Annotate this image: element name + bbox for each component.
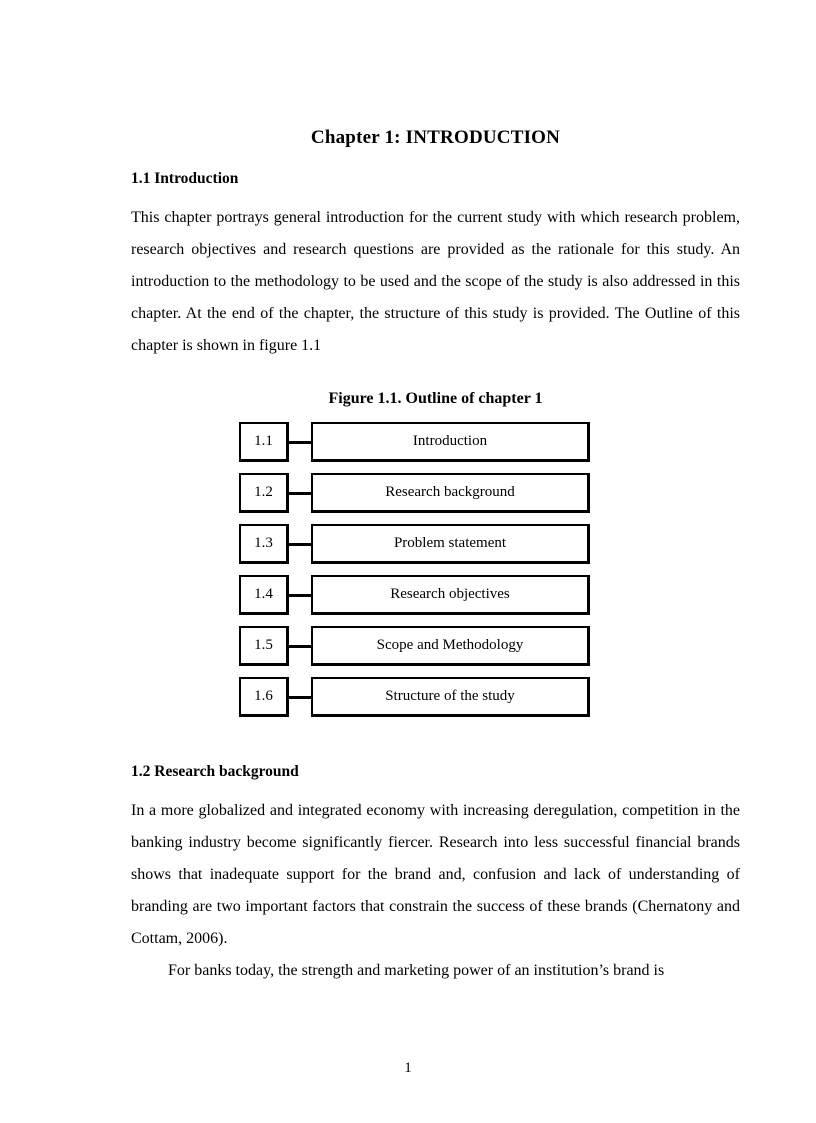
spacer <box>131 728 740 761</box>
figure-number-box: 1.1 <box>239 422 289 462</box>
figure-label-box: Introduction <box>311 422 590 462</box>
figure-label-box: Scope and Methodology <box>311 626 590 666</box>
figure-label-box: Problem statement <box>311 524 590 564</box>
figure-row <box>131 422 740 462</box>
figure-outline-chapter-1 <box>131 422 740 717</box>
figure-connector-line <box>289 441 311 444</box>
spacer <box>131 410 740 422</box>
figure-label-box: Structure of the study <box>311 677 590 717</box>
figure-caption: Figure 1.1. Outline of chapter 1 <box>328 390 543 407</box>
spacer <box>131 150 740 168</box>
spacer <box>131 362 740 388</box>
figure-number-box: 1.5 <box>239 626 289 666</box>
paragraph-1-1: This chapter portrays general introduction for the current study with which research problem, research objectives and research questions are provided as the rationale for this study. An introduction to the methodology to be used and the scope of the study is also addressed in this chapter. At the end of the chapter, the structure of this study is provided. The Outline of this chapter is shown in figure 1.1 <box>131 209 740 354</box>
figure-row <box>131 575 740 615</box>
figure-connector-line <box>289 696 311 699</box>
section-heading-1-1: 1.1 Introduction <box>131 170 239 187</box>
figure-connector-line <box>289 492 311 495</box>
figure-label-box: Research objectives <box>311 575 590 615</box>
chapter-title: Chapter 1: INTRODUCTION <box>310 127 561 148</box>
section-heading-1-2: 1.2 Research background <box>131 763 299 780</box>
figure-connector-line <box>289 543 311 546</box>
figure-number-box: 1.4 <box>239 575 289 615</box>
paragraph-1-2-b: For banks today, the strength and marketing power of an institution’s brand is <box>168 962 665 979</box>
figure-row <box>131 524 740 564</box>
figure-row <box>131 626 740 666</box>
figure-connector-line <box>289 645 311 648</box>
figure-label-box: Research background <box>311 473 590 513</box>
paragraph-1-2-a: In a more globalized and integrated economy with increasing deregulation, competition in the banking industry become significantly fiercer. Research into less successful financial brands shows that inadequate support for the brand and, confusion and lack of understanding of branding are two important factors that constrain the success of these brands (Chernatony and Cottam, 2006). <box>131 802 740 947</box>
page-number: 1 <box>404 1060 412 1076</box>
spacer <box>131 190 740 202</box>
figure-number-box: 1.6 <box>239 677 289 717</box>
figure-connector-line <box>289 594 311 597</box>
spacer <box>131 783 740 795</box>
figure-number-box: 1.2 <box>239 473 289 513</box>
figure-row <box>131 473 740 513</box>
figure-row <box>131 677 740 717</box>
page-content <box>131 0 740 987</box>
figure-number-box: 1.3 <box>239 524 289 564</box>
